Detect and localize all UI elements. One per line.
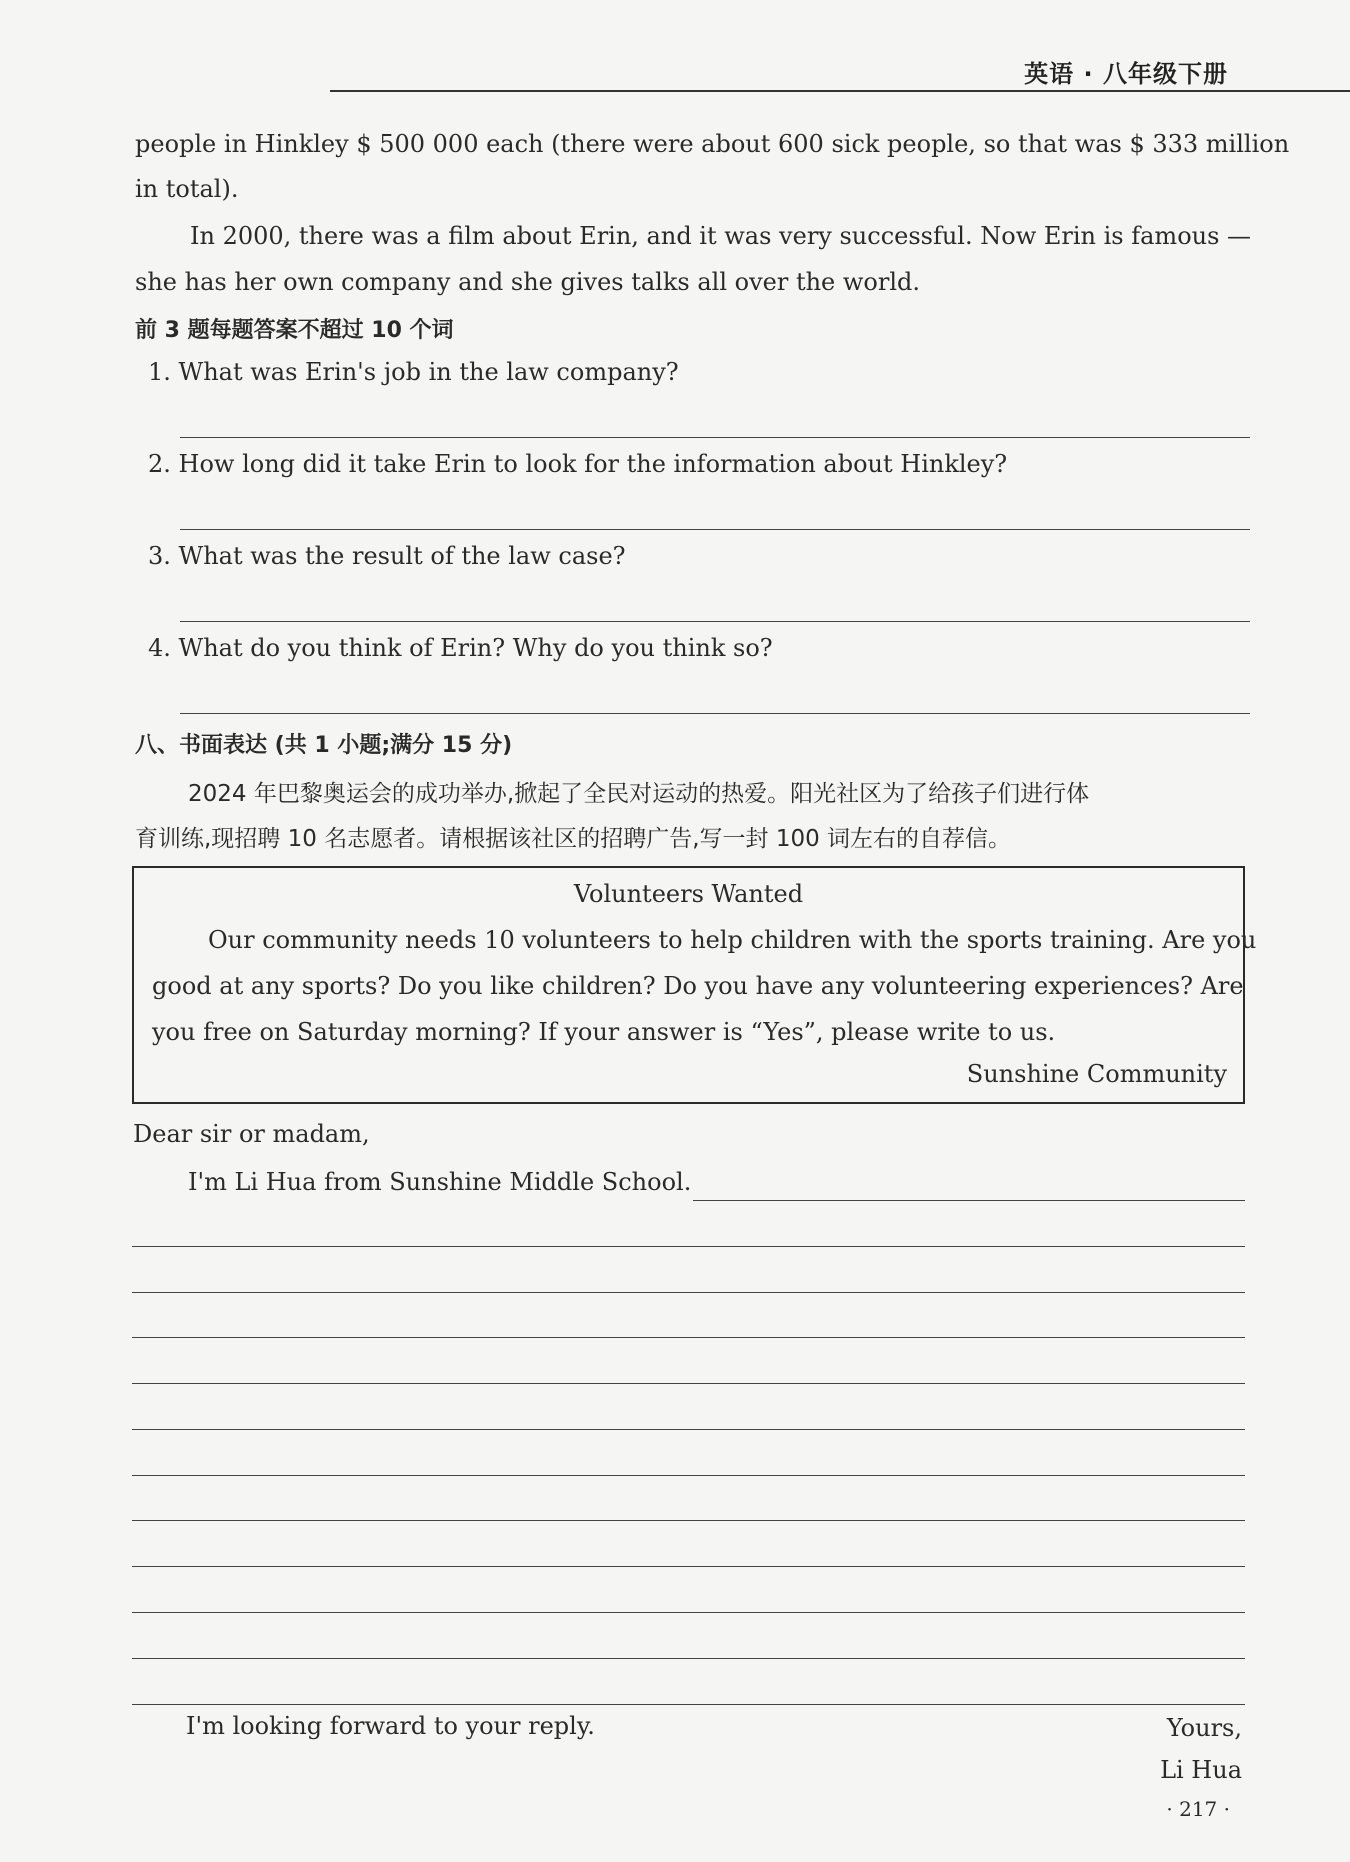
- question-3: 3. What was the result of the law case?: [148, 542, 626, 570]
- writing-intro-1: 2024 年巴黎奥运会的成功举办,掀起了全民对运动的热爱。阳光社区为了给孩子们进行体: [188, 781, 1090, 807]
- page-number: · 217 ·: [1166, 1797, 1230, 1821]
- answer-line-3[interactable]: [180, 621, 1250, 622]
- answer-line-1[interactable]: [180, 437, 1250, 438]
- writing-line-9[interactable]: [132, 1612, 1245, 1613]
- answer-line-2[interactable]: [180, 529, 1250, 530]
- question-4: 4. What do you think of Erin? Why do you think so?: [148, 634, 773, 662]
- writing-line-4[interactable]: [132, 1383, 1245, 1384]
- letter-sign-off: Yours,: [1166, 1714, 1242, 1742]
- ad-line-3: you free on Saturday morning? If your answer is “Yes”, please write to us.: [152, 1018, 1056, 1046]
- letter-opening: I'm Li Hua from Sunshine Middle School.: [188, 1168, 692, 1196]
- writing-line-10[interactable]: [132, 1658, 1245, 1659]
- question-2: 2. How long did it take Erin to look for the information about Hinkley?: [148, 450, 1008, 478]
- letter-name: Li Hua: [1160, 1756, 1242, 1784]
- writing-line-0[interactable]: [693, 1200, 1245, 1201]
- writing-line-6[interactable]: [132, 1475, 1245, 1476]
- instruction-heading: 前 3 题每题答案不超过 10 个词: [135, 318, 454, 343]
- header-rule: [330, 90, 1350, 92]
- writing-line-5[interactable]: [132, 1429, 1245, 1430]
- letter-closing: I'm looking forward to your reply.: [186, 1712, 595, 1740]
- ad-line-2: good at any sports? Do you like children? Do you have any volunteering experiences? Are: [152, 972, 1244, 1000]
- question-1: 1. What was Erin's job in the law company?: [148, 358, 679, 386]
- writing-line-3[interactable]: [132, 1337, 1245, 1338]
- writing-line-1[interactable]: [132, 1246, 1245, 1247]
- ad-title: Volunteers Wanted: [573, 880, 804, 908]
- passage-line-1: people in Hinkley $ 500 000 each (there were about 600 sick people, so that was $ 333 million: [135, 130, 1290, 158]
- ad-box: [132, 866, 1257, 1104]
- answer-line-4[interactable]: [180, 713, 1250, 714]
- writing-line-7[interactable]: [132, 1520, 1245, 1521]
- writing-intro-2: 育训练,现招聘 10 名志愿者。请根据该社区的招聘广告,写一封 100 词左右的自荐信。: [135, 826, 1012, 852]
- passage-line-4: she has her own company and she gives talks all over the world.: [135, 268, 921, 296]
- header-title: 英语 · 八年级下册: [1024, 60, 1228, 88]
- ad-signature: Sunshine Community: [966, 1060, 1227, 1088]
- passage-line-2: in total).: [135, 175, 239, 203]
- passage-line-3: In 2000, there was a film about Erin, and it was very successful. Now Erin is famous —: [190, 222, 1252, 250]
- letter-salutation: Dear sir or madam,: [133, 1120, 370, 1148]
- section-heading: 八、书面表达 (共 1 小题;满分 15 分): [135, 733, 513, 758]
- writing-line-2[interactable]: [132, 1292, 1245, 1293]
- ad-line-1: Our community needs 10 volunteers to help children with the sports training. Are you: [208, 926, 1257, 954]
- writing-line-8[interactable]: [132, 1566, 1245, 1567]
- writing-line-11[interactable]: [132, 1704, 1245, 1705]
